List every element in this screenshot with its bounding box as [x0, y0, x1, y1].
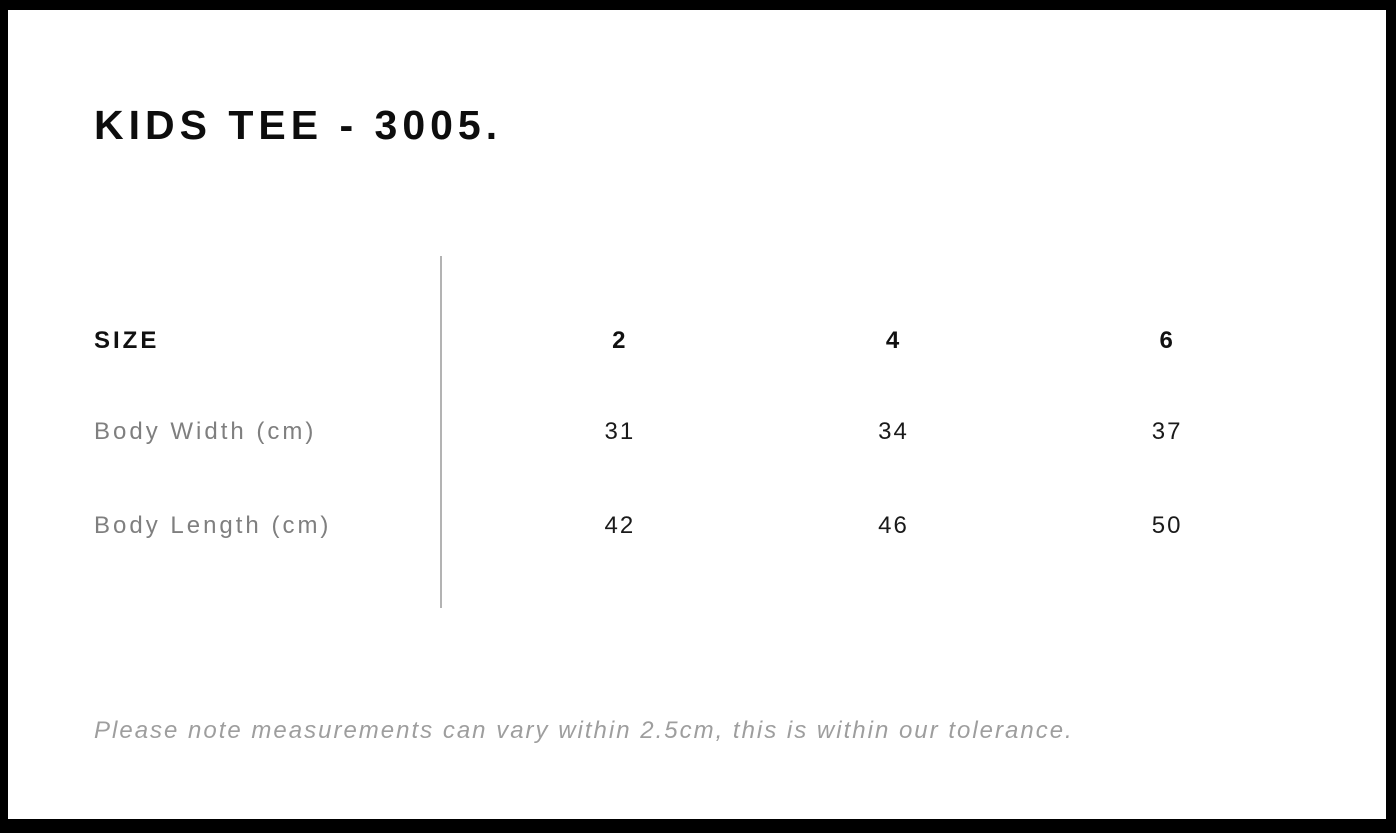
- body-width-row: [94, 417, 1304, 447]
- body-length-value-size-6: 50: [1151, 512, 1183, 539]
- size-column-label: SIZE: [94, 327, 160, 354]
- tolerance-note: Please note measurements can vary within 2.5cm, this is within our tolerance.: [94, 717, 1074, 744]
- body-width-value-size-2: 31: [604, 418, 636, 445]
- body-length-row: [94, 511, 1304, 541]
- size-header-6: 6: [1159, 327, 1175, 354]
- body-width-label: Body Width (cm): [94, 418, 317, 445]
- body-width-value-size-4: 34: [878, 418, 909, 445]
- size-header-4: 4: [885, 327, 902, 354]
- body-length-value-size-4: 46: [878, 512, 909, 539]
- body-width-value-size-6: 37: [1151, 418, 1183, 445]
- body-length-label: Body Length (cm): [94, 512, 332, 539]
- size-header-2: 2: [612, 327, 628, 354]
- page-title: KIDS TEE - 3005.: [94, 102, 503, 148]
- size-chart-header-row: [94, 326, 1304, 356]
- body-length-value-size-2: 42: [604, 512, 636, 539]
